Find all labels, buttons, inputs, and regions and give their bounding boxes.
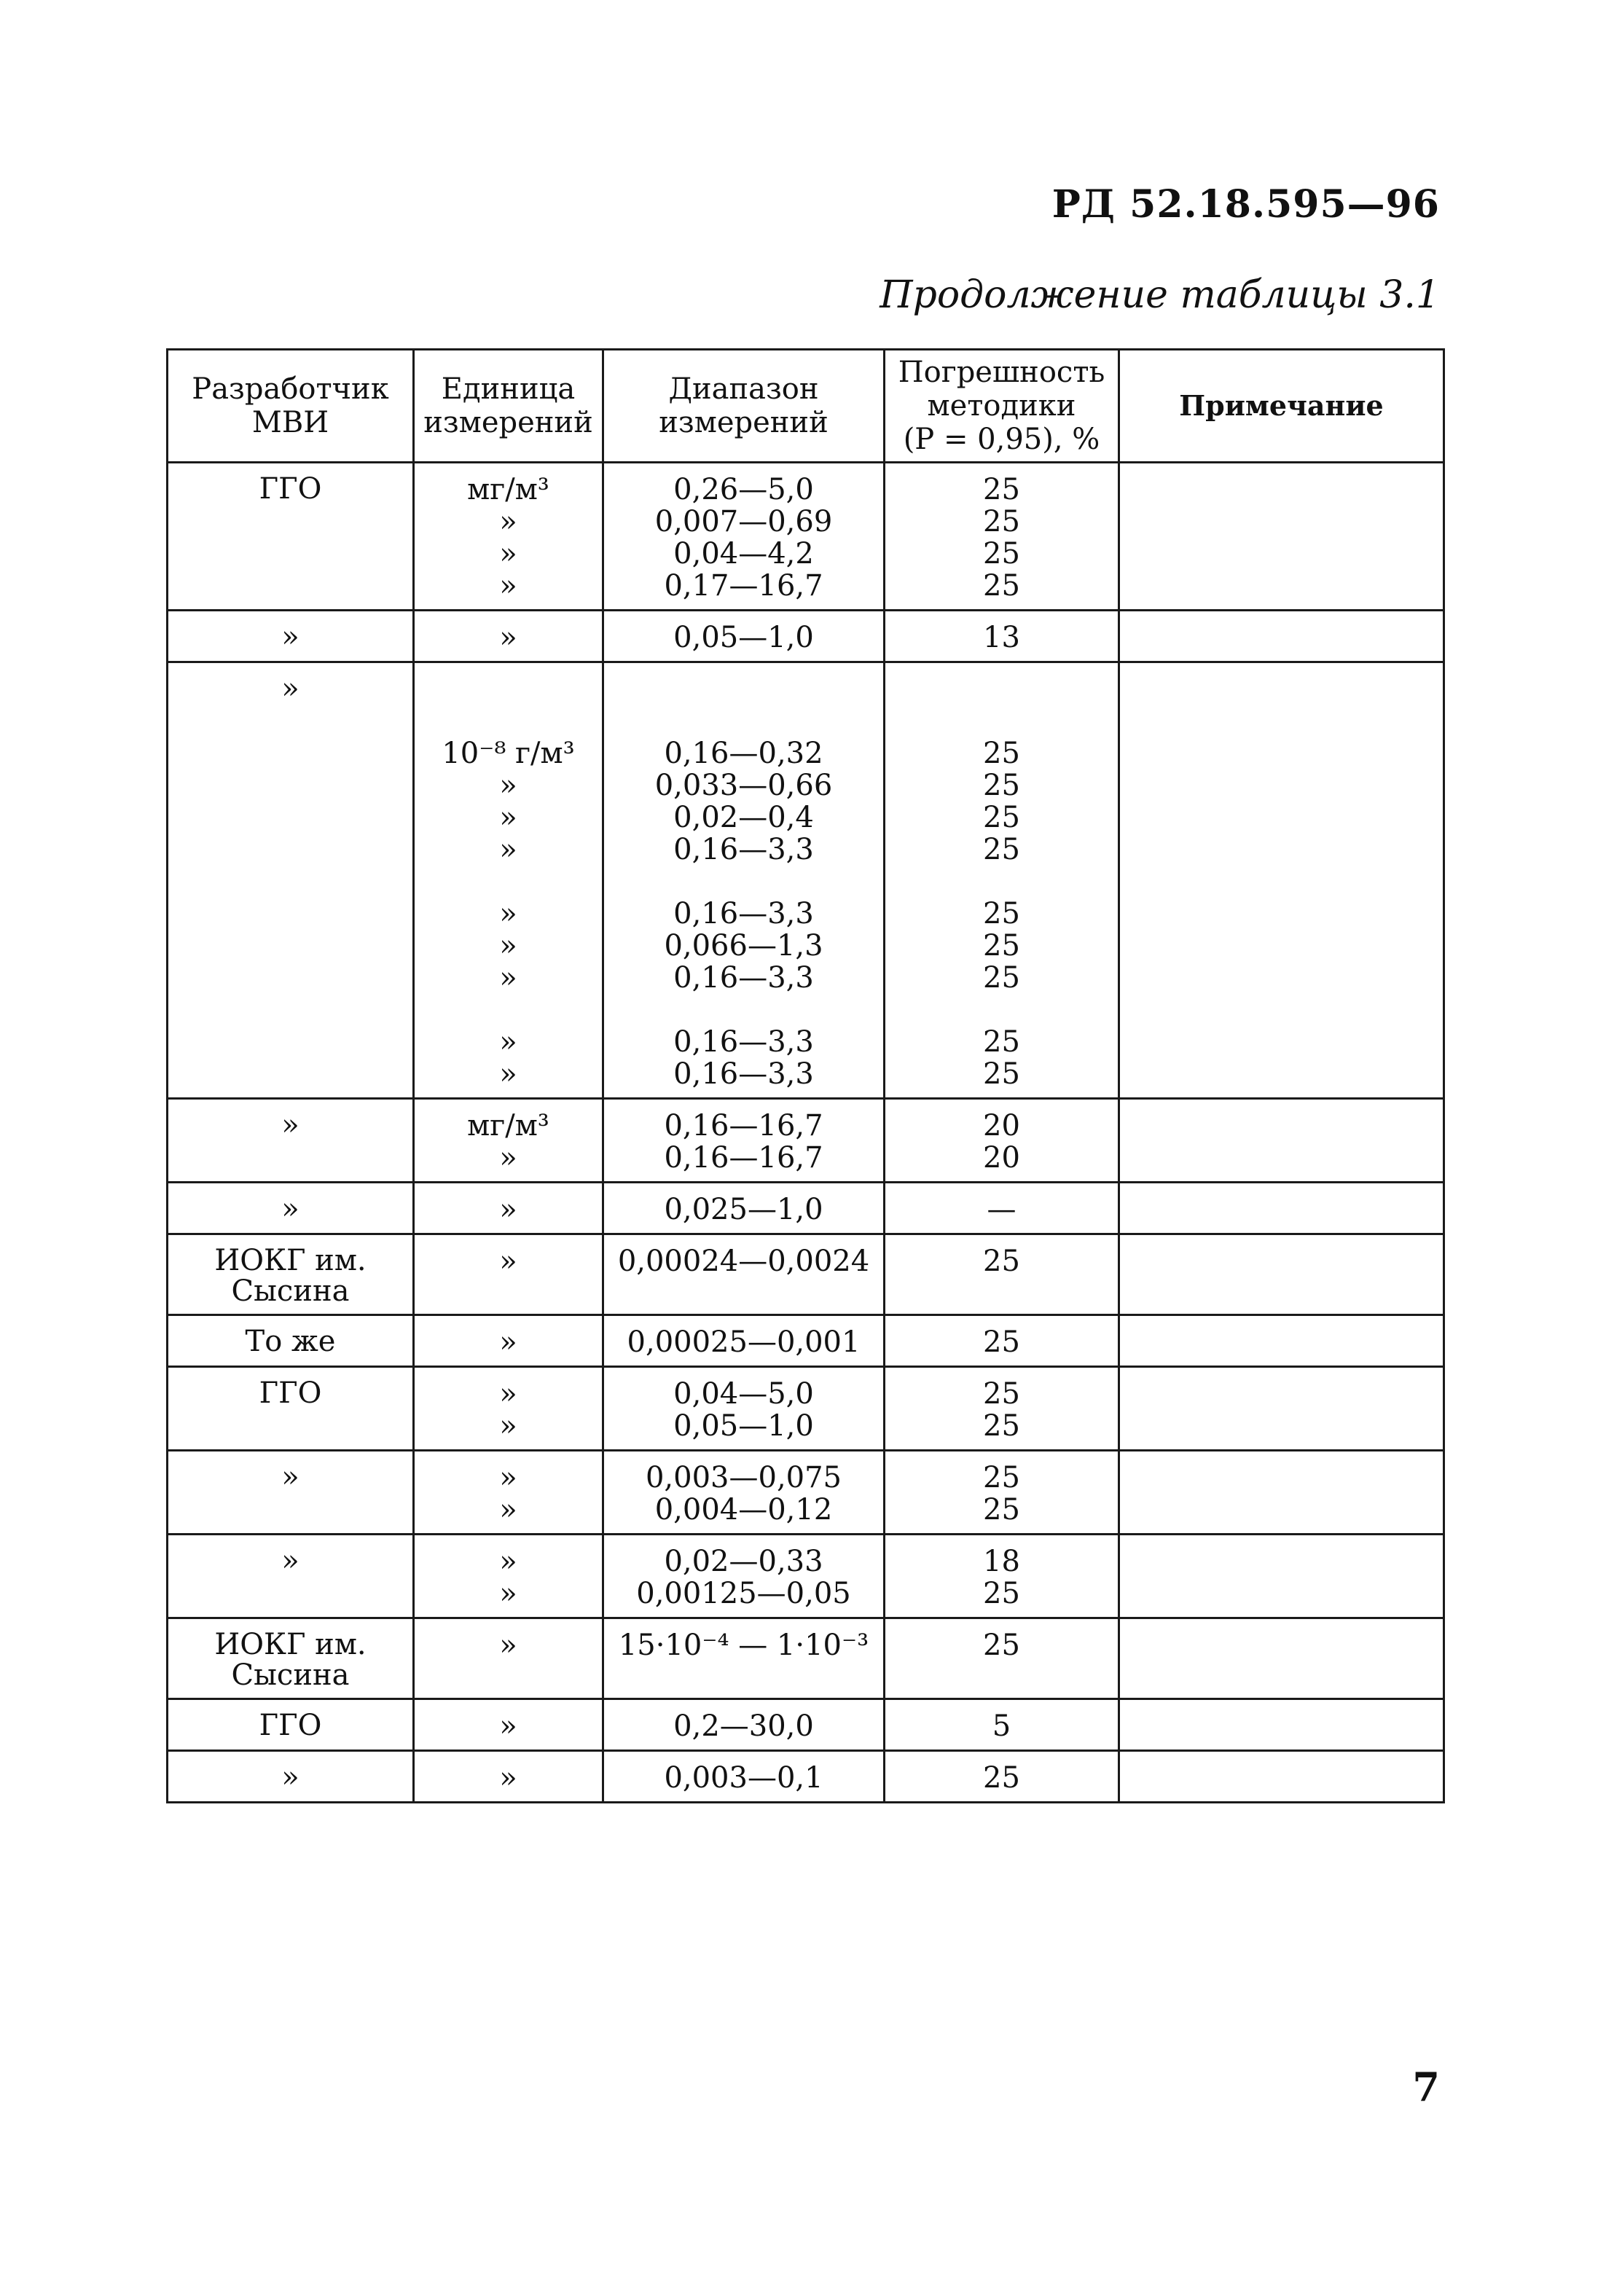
table-row [168, 1451, 1444, 1535]
cell-unit-line [419, 994, 598, 1026]
cell-unit-line: » [499, 1577, 517, 1610]
cell-error [885, 1183, 1119, 1234]
cell-error-line [890, 994, 1113, 1026]
cell-range-line: 0,16—3,3 [673, 833, 814, 866]
cell-developer: » [168, 662, 414, 1099]
cell-unit-line: » [499, 769, 517, 802]
table-row [168, 1699, 1444, 1751]
cell-error-line: 25 [983, 801, 1020, 834]
cell-unit-line: » [499, 1493, 517, 1527]
cell-range-line: 15·10⁻⁴ — 1·10⁻³ [618, 1629, 869, 1662]
cell-range-line: 0,16—3,3 [673, 961, 814, 995]
cell-range [603, 1535, 885, 1618]
cell-range-line: 0,003—0,1 [664, 1761, 823, 1795]
cell-range-line: 0,16—3,3 [673, 1025, 814, 1059]
cell-range-line: 0,02—0,4 [673, 801, 814, 834]
cell-range-line: 0,025—1,0 [664, 1193, 823, 1226]
cell-unit [414, 1234, 603, 1315]
cell-error [885, 1618, 1119, 1699]
cell-unit [414, 463, 603, 611]
cell-range [603, 1183, 885, 1234]
table-row [168, 1183, 1444, 1234]
cell-error-line: 20 [983, 1141, 1020, 1175]
measurement-methods-table [166, 348, 1445, 1803]
cell-range-line: 0,05—1,0 [673, 621, 814, 654]
cell-error [885, 662, 1119, 1099]
cell-error [885, 611, 1119, 662]
cell-unit-line: » [499, 929, 517, 963]
table-caption: Продолжение таблицы 3.1 [880, 273, 1440, 317]
cell-error [885, 1234, 1119, 1315]
cell-range-line: 0,04—5,0 [673, 1377, 814, 1411]
cell-note [1119, 611, 1444, 662]
cell-error-line: 25 [983, 897, 1020, 930]
cell-error-line: 13 [983, 621, 1020, 654]
cell-unit-line: мг/м³ [467, 473, 549, 506]
cell-unit-line: » [499, 1709, 517, 1743]
cell-range-line: 0,16—16,7 [664, 1141, 823, 1175]
spacer [608, 705, 879, 737]
cell-error [885, 1535, 1119, 1618]
cell-unit-line: » [499, 537, 517, 571]
cell-error-line [890, 866, 1113, 898]
cell-error-line: 25 [983, 1245, 1020, 1278]
cell-unit [414, 1099, 603, 1183]
cell-unit-line: » [499, 1193, 517, 1226]
cell-unit [414, 611, 603, 662]
spacer [419, 673, 598, 705]
spacer [608, 673, 879, 705]
cell-error [885, 463, 1119, 611]
cell-range-line: 0,00025—0,001 [627, 1325, 861, 1359]
cell-range [603, 1751, 885, 1803]
cell-error-line: 25 [983, 1461, 1020, 1494]
header-error [885, 350, 1119, 463]
cell-range [603, 1234, 885, 1315]
cell-unit-line: » [499, 833, 517, 866]
cell-developer: ИОКГ им. Сысина [168, 1234, 414, 1315]
cell-developer: ГГО [168, 1699, 414, 1751]
cell-range-line: 0,00024—0,0024 [617, 1245, 870, 1278]
cell-range-line: 0,004—0,12 [654, 1493, 833, 1527]
cell-unit-line: » [499, 897, 517, 930]
cell-unit-line: » [499, 961, 517, 995]
cell-developer: ГГО [168, 463, 414, 611]
cell-range [603, 463, 885, 611]
cell-unit-line: » [499, 1761, 517, 1795]
cell-note [1119, 1618, 1444, 1699]
cell-unit [414, 1618, 603, 1699]
cell-unit-line: » [499, 1409, 517, 1443]
table-row [168, 463, 1444, 611]
cell-unit-line: » [499, 1545, 517, 1578]
table-row [168, 1315, 1444, 1367]
cell-range [603, 1699, 885, 1751]
cell-error-line: 25 [983, 537, 1020, 571]
cell-note [1119, 1699, 1444, 1751]
cell-unit-line: » [499, 621, 517, 654]
cell-error [885, 1451, 1119, 1535]
cell-error-line: 25 [983, 929, 1020, 963]
cell-range-line: 0,16—3,3 [673, 897, 814, 930]
cell-note [1119, 1751, 1444, 1803]
cell-error-line: 5 [992, 1709, 1011, 1743]
cell-range-line: 0,02—0,33 [664, 1545, 823, 1578]
cell-error-line: 25 [983, 1761, 1020, 1795]
cell-developer: » [168, 1099, 414, 1183]
cell-note [1119, 1315, 1444, 1367]
cell-unit [414, 1535, 603, 1618]
document-code: РД 52.18.595—96 [1051, 182, 1440, 227]
cell-error-line: 25 [983, 737, 1020, 770]
cell-range-line: 0,2—30,0 [673, 1709, 814, 1743]
cell-unit [414, 1699, 603, 1751]
cell-range [603, 1315, 885, 1367]
cell-error-line: 25 [983, 569, 1020, 603]
page-number: 7 [1412, 2064, 1440, 2110]
header-error-confidence: (P = 0,95), % [903, 423, 1100, 456]
spacer [890, 705, 1113, 737]
header-developer: Разработчик МВИ [168, 350, 414, 463]
spacer [419, 705, 598, 737]
cell-range-line: 0,003—0,075 [645, 1461, 842, 1494]
table-row [168, 662, 1444, 1099]
cell-error [885, 1367, 1119, 1451]
cell-range [603, 611, 885, 662]
cell-error-line: 18 [983, 1545, 1020, 1578]
cell-unit-line: » [499, 1377, 517, 1411]
cell-developer: ИОКГ им. Сысина [168, 1618, 414, 1699]
cell-unit [414, 1315, 603, 1367]
table-row [168, 1234, 1444, 1315]
table-row [168, 1535, 1444, 1618]
cell-error-line: 25 [983, 1025, 1020, 1059]
cell-unit-line: » [499, 569, 517, 603]
table-row [168, 1618, 1444, 1699]
cell-unit [414, 1367, 603, 1451]
cell-range [603, 1367, 885, 1451]
table-header-row [168, 350, 1444, 463]
cell-developer: » [168, 1451, 414, 1535]
cell-range-line [608, 866, 879, 898]
cell-error [885, 1751, 1119, 1803]
header-unit: Единица измерений [414, 350, 603, 463]
cell-range-line: 0,00125—0,05 [636, 1577, 851, 1610]
cell-unit-line: » [499, 1629, 517, 1662]
table-row [168, 1367, 1444, 1451]
unit-lead-line: 10⁻⁸ г/м³ [442, 737, 575, 770]
cell-error-line: 25 [983, 1409, 1020, 1443]
cell-unit-line: » [499, 1025, 517, 1059]
cell-developer: » [168, 1183, 414, 1234]
cell-error-line: 25 [983, 833, 1020, 866]
table-body [168, 463, 1444, 1803]
cell-unit-line [419, 866, 598, 898]
cell-unit [414, 662, 603, 1099]
cell-range-line: 0,26—5,0 [673, 473, 814, 506]
cell-unit-line: » [499, 1325, 517, 1359]
cell-note [1119, 1367, 1444, 1451]
cell-range-line: 0,17—16,7 [664, 569, 823, 603]
cell-error-line: 25 [983, 769, 1020, 802]
cell-note [1119, 1451, 1444, 1535]
cell-unit-line: » [499, 1057, 517, 1091]
cell-error-line: 25 [983, 1577, 1020, 1610]
cell-note [1119, 1535, 1444, 1618]
cell-error-line: 25 [983, 1377, 1020, 1411]
cell-range-line: 0,033—0,66 [654, 769, 833, 802]
cell-error-line: 20 [983, 1109, 1020, 1143]
cell-range [603, 1099, 885, 1183]
cell-unit-line: » [499, 505, 517, 538]
cell-range [603, 1618, 885, 1699]
cell-range-line: 0,04—4,2 [673, 537, 814, 571]
cell-error-line: 25 [983, 473, 1020, 506]
cell-error-line: 25 [983, 1325, 1020, 1359]
cell-unit [414, 1183, 603, 1234]
header-note: Примечание [1119, 350, 1444, 463]
cell-unit-line: » [499, 1245, 517, 1278]
cell-developer: » [168, 1535, 414, 1618]
cell-note [1119, 1234, 1444, 1315]
cell-range-line: 0,16—16,7 [664, 1109, 823, 1143]
cell-unit-line: мг/м³ [467, 1109, 549, 1143]
cell-range-line: 0,007—0,69 [654, 505, 833, 538]
header-error-label: Погрешность методики [898, 356, 1105, 423]
cell-error-line: 25 [983, 505, 1020, 538]
cell-note [1119, 662, 1444, 1099]
cell-range-line: 0,16—3,3 [673, 1057, 814, 1091]
cell-unit [414, 1451, 603, 1535]
cell-error-line: — [987, 1193, 1017, 1226]
cell-note [1119, 1183, 1444, 1234]
cell-range-line: 0,16—0,32 [664, 737, 823, 770]
header-range: Диапазон измерений [603, 350, 885, 463]
cell-unit-line: » [499, 801, 517, 834]
cell-error [885, 1315, 1119, 1367]
cell-unit-line: » [499, 1461, 517, 1494]
cell-note [1119, 1099, 1444, 1183]
cell-error-line: 25 [983, 1493, 1020, 1527]
cell-developer: То же [168, 1315, 414, 1367]
cell-error-line: 25 [983, 961, 1020, 995]
table-row [168, 611, 1444, 662]
cell-developer: » [168, 1751, 414, 1803]
spacer [890, 673, 1113, 705]
table-row [168, 1751, 1444, 1803]
cell-developer: ГГО [168, 1367, 414, 1451]
cell-unit-line: » [499, 1141, 517, 1175]
cell-note [1119, 463, 1444, 611]
cell-range-line: 0,066—1,3 [664, 929, 823, 963]
cell-error [885, 1099, 1119, 1183]
cell-error [885, 1699, 1119, 1751]
cell-range-line [608, 994, 879, 1026]
cell-range [603, 662, 885, 1099]
cell-range [603, 1451, 885, 1535]
cell-error-line: 25 [983, 1057, 1020, 1091]
cell-range-line: 0,05—1,0 [673, 1409, 814, 1443]
table-row [168, 1099, 1444, 1183]
cell-developer: » [168, 611, 414, 662]
cell-error-line: 25 [983, 1629, 1020, 1662]
cell-unit [414, 1751, 603, 1803]
